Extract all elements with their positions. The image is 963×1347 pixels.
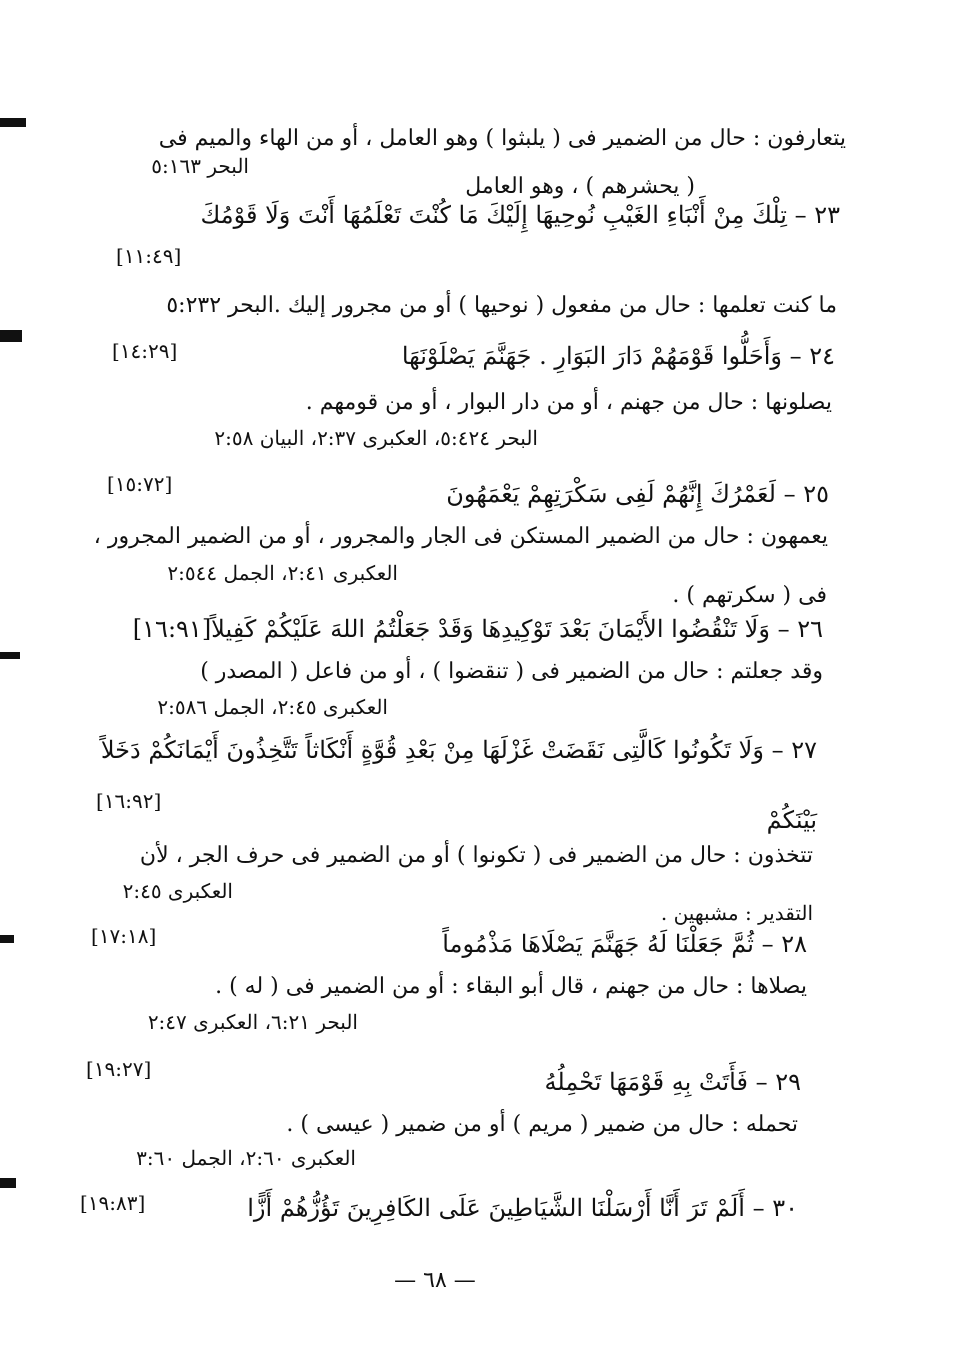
commentary-line: يصلاها : حال من جهنم ، قال أبو البقاء : أو من الضمير فى ( له ) .: [215, 974, 807, 999]
commentary-line: يتعارفون : حال من الضمير فى ( يلبثوا ) وهو العامل ، أو من الهاء والميم فى: [158, 126, 846, 151]
citation-line: العكبرى ٢:٤٥، الجمل ٢:٥٨٦: [157, 695, 388, 719]
binding-mark: [0, 118, 26, 127]
citation-line: البحر ٦:٢١، العكبرى ٢:٤٧: [147, 1010, 358, 1034]
binding-mark: [0, 935, 14, 943]
verse-line: ٢٦ – وَلَا تَنْقُضُوا الأَيْمَانَ بَعْدَ تَوْكِيدِهَا وَقَدْ جَعَلْتُمُ اللهَ عَلَيْكُمْ كَفِيلاً[١٦:٩١]: [132, 615, 823, 643]
verse-reference: [١١:٤٩]: [116, 244, 182, 268]
commentary-line: يعمهون : حال من الضمير المستكن فى الجار والمجرور ، أو من الضمير المجرور ،: [93, 524, 828, 549]
commentary-line: ( يحشرهم ) ، وهو العامل: [465, 174, 695, 199]
commentary-line: يصلونها : حال من جهنم ، أو من دار البوار ، أو من قومهم .: [305, 390, 832, 415]
verse-reference: [١٥:٧٢]: [107, 472, 173, 496]
verse-reference: [١٩:٢٧]: [86, 1057, 152, 1081]
verse-reference: [١٤:٢٩]: [112, 339, 178, 363]
citation-line: البحر ٥:١٦٣: [151, 154, 249, 178]
commentary-line: تتخذون : حال من الضمير فى ( تكونوا ) أو من الضمير فى حرف الجر ، لأن: [139, 843, 813, 868]
verse-reference: [١٦:٩٢]: [96, 789, 162, 813]
page-number: — ٦٨ —: [394, 1268, 476, 1293]
commentary-line: ما كنت تعلمها : حال من مفعول ( نوحيها ) أو من مجرور إليك .البحر ٥:٢٣٢: [166, 293, 837, 318]
verse-reference: [١٩:٨٣]: [80, 1191, 146, 1215]
verse-line: ٢٧ – وَلَا تَكُونُوا كَالَّتِى نَقَضَتْ غَزْلَهَا مِنْ بَعْدِ قُوَّةٍ أَنْكَاثاً تَتَّخِذُونَ أَيْمَانَكُمْ دَخَلاً: [100, 736, 817, 764]
verse-line: ٢٨ – ثُمَّ جَعَلْنَا لَهُ جَهَنَّمَ يَصْلَاهَا مَذْمُوماً: [442, 930, 807, 958]
citation-line: البحر ٥:٤٢٤، العكبرى ٢:٣٧، البيان ٢:٥٨: [214, 426, 538, 450]
verse-line: ٣٠ – أَلَمْ تَرَ أَنَّا أَرْسَلْنَا الشَّيَاطِينَ عَلَى الكَافِرِينَ تَؤُزُّهُمْ أَزًّا: [247, 1194, 798, 1222]
verse-line: ٢٥ – لَعَمْرُكَ إِنَّهُمْ لَفِى سَكْرَتِهِمْ يَعْمَهُونَ: [446, 480, 829, 508]
citation-line: العكبرى ٢:٦٠، الجمل ٣:٦٠: [136, 1146, 356, 1170]
commentary-line: وقد جعلتم : حال من الضمير فى ( تنقضوا ) ، أو من فاعل ( المصدر ): [200, 659, 823, 684]
commentary-line: التقدير : مشبهين .: [660, 901, 813, 925]
citation-line: العكبرى ٢:٤٥: [122, 879, 233, 903]
verse-line: ٢٤ – وَأَحَلُّوا قَوْمَهُمْ دَارَ البَوَارِ . جَهَنَّمَ يَصْلَوْنَهَا: [401, 342, 835, 370]
commentary-line: تحمله : حال من ضمير ( مريم ) أو من ضمير ( عيسى ) .: [286, 1112, 798, 1137]
verse-line: ٢٣ – تِلْكَ مِنْ أَنْبَاءِ الغَيْبِ نُوحِيهَا إِلَيْكَ مَا كُنْتَ تَعْلَمُهَا أَنْتَ وَلَا قَوْمُكَ: [200, 201, 840, 229]
citation-line: العكبرى ٢:٤١، الجمل ٢:٥٤٤: [167, 561, 398, 585]
verse-reference: [١٧:١٨]: [91, 924, 157, 948]
verse-line: ٢٩ – فَأَتَتْ بِهِ قَوْمَهَا تَحْمِلُهُ: [544, 1068, 801, 1096]
commentary-line: فى ( سكرتهم ) .: [672, 583, 827, 608]
binding-mark: [0, 330, 22, 342]
binding-mark: [0, 652, 20, 659]
binding-mark: [0, 1178, 16, 1188]
verse-continuation: بَيْنَكُمْ: [766, 806, 817, 834]
